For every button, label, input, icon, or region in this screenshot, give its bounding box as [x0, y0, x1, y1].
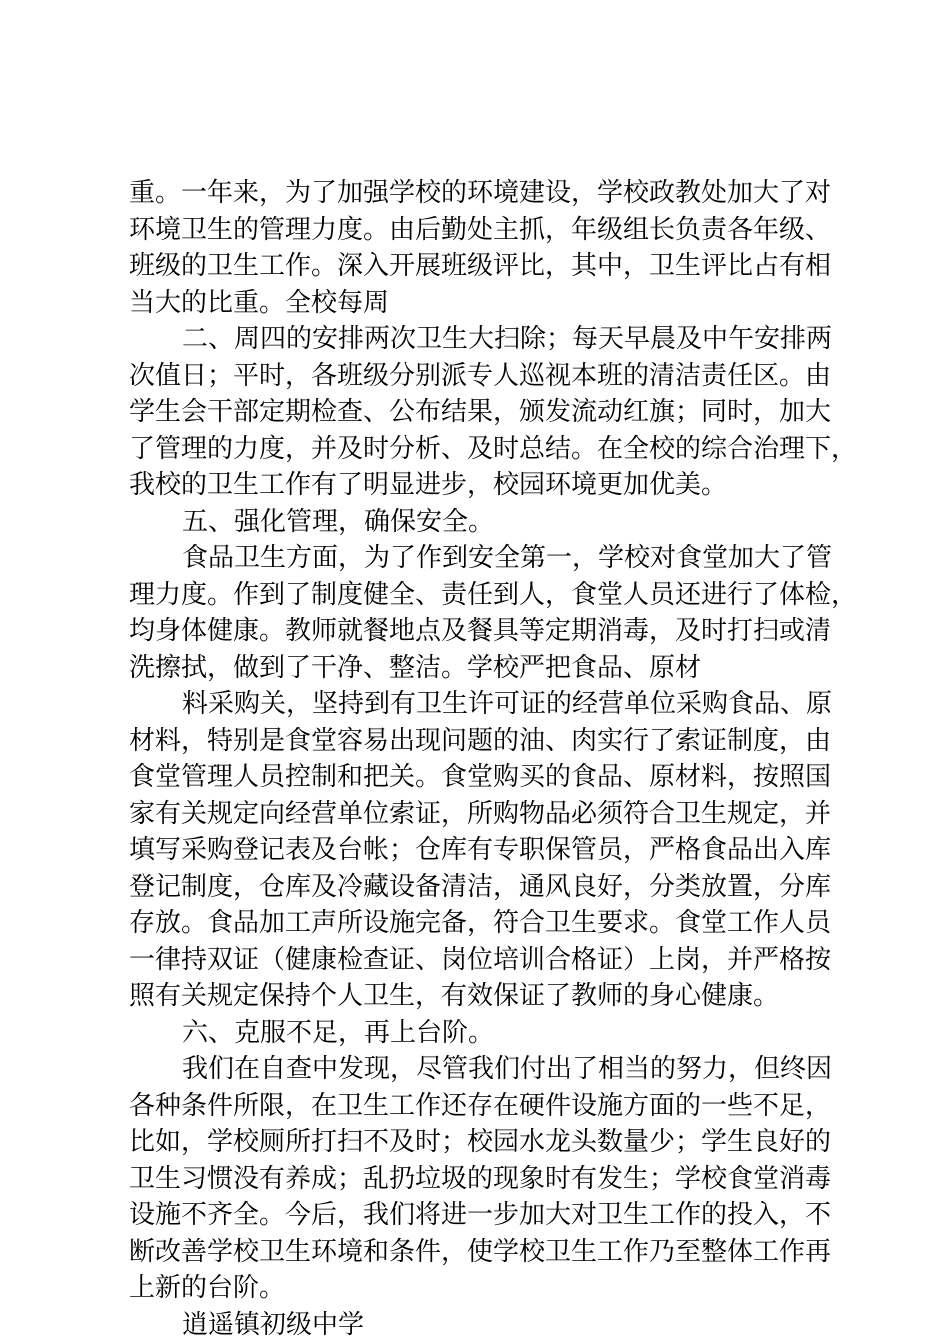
text-line: 学生会干部定期检查、公布结果，颁发流动红旗；同时，加大 [129, 397, 832, 427]
document-body [129, 175, 858, 1343]
text-line: 卫生习惯没有养成；乱扔垃圾的现象时有发生；学校食堂消毒 [129, 1163, 832, 1194]
text-line: 家有关规定向经营单位索证，所购物品必须符合卫生规定，并 [129, 798, 832, 829]
text-line: 当大的比重。全校每周 [129, 287, 390, 318]
text-line: 上新的台阶。 [129, 1273, 286, 1303]
text-line: 设施不齐全。今后，我们将进一步加大对卫生工作的投入，不 [129, 1200, 832, 1230]
text-line: 照有关规定保持个人卫生，有效保证了教师的身心健康。 [129, 981, 780, 1011]
text-line: 班级的卫生工作。深入开展班级评比，其中，卫生评比占有相 [129, 251, 832, 281]
text-line: 料采购关，坚持到有卫生许可证的经营单位采购食品、原 [182, 689, 833, 719]
text-line: 次值日；平时，各班级分别派专人巡视本班的清洁责任区。由 [129, 360, 832, 391]
text-line: 了管理的力度，并及时分析、及时总结。在全校的综合治理下， [129, 433, 858, 464]
text-line: 断改善学校卫生环境和条件，使学校卫生工作乃至整体工作再 [129, 1236, 832, 1267]
text-line: 均身体健康。教师就餐地点及餐具等定期消毒，及时打扫或清 [129, 616, 832, 646]
text-line: 环境卫生的管理力度。由后勤处主抓，年级组长负责各年级、 [129, 214, 832, 245]
section-heading: 五、强化管理，确保安全。 [182, 506, 495, 537]
text-line: 一律持双证（健康检查证、岗位培训合格证）上岗，并严格按 [129, 944, 832, 975]
text-line: 登记制度，仓库及冷藏设备清洁，通风良好，分类放置，分库 [129, 871, 832, 902]
text-line: 洗擦拭，做到了干净、整洁。学校严把食品、原材 [129, 652, 702, 683]
text-line: 存放。食品加工声所设施完备，符合卫生要求。食堂工作人员 [129, 908, 832, 938]
text-line: 重。一年来，为了加强学校的环境建设，学校政教处加大了对 [129, 178, 832, 208]
text-line: 我们在自查中发现，尽管我们付出了相当的努力，但终因 [182, 1054, 833, 1084]
text-line: 我校的卫生工作有了明显进步，校园环境更加优美。 [129, 470, 728, 500]
text-line: 食堂管理人员控制和把关。食堂购买的食品、原材料，按照国 [129, 762, 832, 792]
signature-school-name: 逍遥镇初级中学 [182, 1309, 365, 1340]
text-line: 二、周四的安排两次卫生大扫除；每天早晨及中午安排两 [182, 324, 833, 354]
text-line: 食品卫生方面，为了作到安全第一，学校对食堂加大了管 [182, 543, 833, 573]
text-line: 填写采购登记表及台帐；仓库有专职保管员，严格食品出入库 [129, 835, 832, 865]
text-line: 比如，学校厕所打扫不及时；校园水龙头数量少；学生良好的 [129, 1127, 832, 1157]
text-line: 理力度。作到了制度健全、责任到人，食堂人员还进行了体检， [129, 579, 858, 610]
section-heading: 六、克服不足，再上台阶。 [182, 1017, 495, 1048]
text-line: 各种条件所限，在卫生工作还存在硬件设施方面的一些不足， [129, 1090, 832, 1121]
text-line: 材料，特别是食堂容易出现问题的油、肉实行了索证制度，由 [129, 725, 832, 756]
